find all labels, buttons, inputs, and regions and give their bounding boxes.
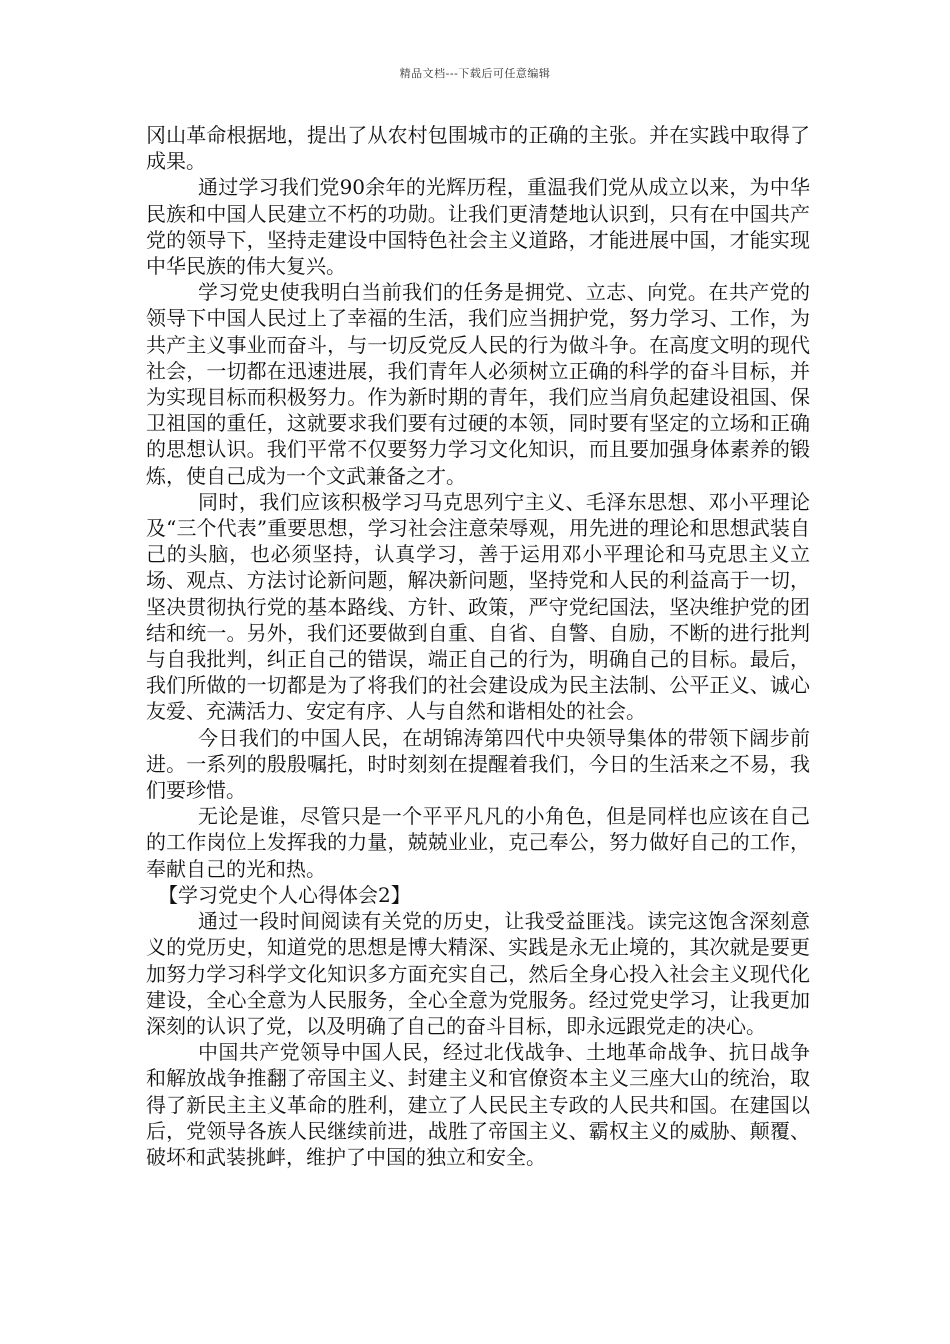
paragraph: 无论是谁，尽管只是一个平平凡凡的小角色，但是同样也应该在自己的工作岗位上发挥我的力量，兢兢业业，克己奉公，努力做好自己的工作，奉献自己的光和热。 bbox=[146, 804, 810, 881]
paragraph: 今日我们的中国人民，在胡锦涛第四代中央领导集体的带领下阔步前进。一系列的殷殷嘱托，时时刻刻在提醒着我们，今日的生活来之不易，我们要珍惜。 bbox=[146, 725, 810, 803]
paragraph: 学习党史使我明白当前我们的任务是拥党、立志、向党。在共产党的领导下中国人民过上了幸福的生活，我们应当拥护党，努力学习、工作，为共产主义事业而奋斗，与一切反党反人民的行为做斗争。在高度文明的现代社会，一切都在迅速进展，我们青年人必须树立正确的科学的奋斗目标，并为实现目标而积极努力。作为新时期的青年，我们应当肩负起建设祖国、保卫祖国的重任，这就要求我们要有过硬的本领，同时要有坚定的立场和正确的思想认识。我们平常不仅要努力学习文化知识，而且要加强身体素养的锻炼，使自己成为一个文武兼备之才。 bbox=[146, 280, 810, 488]
document-body bbox=[146, 122, 810, 1170]
paragraph-continuation: 冈山革命根据地，提出了从农村包围城市的正确的主张。并在实践中取得了成果。 bbox=[146, 123, 810, 174]
page-header: 精品文档---下载后可任意编辑 bbox=[399, 67, 551, 80]
paragraph: 中国共产党领导中国人民，经过北伐战争、土地革命战争、抗日战争和解放战争推翻了帝国主义、封建主义和官僚资本主义三座大山的统治，取得了新民主主义革命的胜利，建立了人民民主专政的人民共和国。在建国以后，党领导各族人民继续前进，战胜了帝国主义、霸权主义的威胁、颠覆、破坏和武装挑衅，维护了中国的独立和安全。 bbox=[146, 1040, 810, 1169]
paragraph: 通过学习我们党90余年的光辉历程，重温我们党从成立以来，为中华民族和中国人民建立不朽的功勋。让我们更清楚地认识到，只有在中国共产党的领导下，坚持走建设中国特色社会主义道路，才能进展中国，才能实现中华民族的伟大复兴。 bbox=[146, 175, 810, 279]
paragraph: 同时，我们应该积极学习马克思列宁主义、毛泽东思想、邓小平理论及“三个代表”重要思想，学习社会注意荣辱观，用先进的理论和思想武装自己的头脑，也必须坚持，认真学习，善于运用邓小平理论和马克思主义立场、观点、方法讨论新问题，解决新问题，坚持党和人民的利益高于一切，坚决贯彻执行党的基本路线、方针、政策，严守党纪国法，坚决维护党的团结和统一。另外，我们还要做到自重、自省、自警、自励，不断的进行批判与自我批判，纠正自己的错误，端正自己的行为，明确自己的目标。最后，我们所做的一切都是为了将我们的社会建设成为民主法制、公平正义、诚心友爱、充满活力、安定有序、人与自然和谐相处的社会。 bbox=[146, 489, 810, 724]
paragraph: 通过一段时间阅读有关党的历史，让我受益匪浅。读完这饱含深刻意义的党历史，知道党的思想是博大精深、实践是永无止境的，其次就是要更加努力学习科学文化知识多方面充实自己，然后全身心投入社会主义现代化建设，全心全意为人民服务，全心全意为党服务。经过党史学习，让我更加深刻的认识了党，以及明确了自己的奋斗目标，即永远跟党走的决心。 bbox=[146, 909, 810, 1038]
section-heading: 【学习党史个人心得体会2】 bbox=[158, 882, 411, 907]
